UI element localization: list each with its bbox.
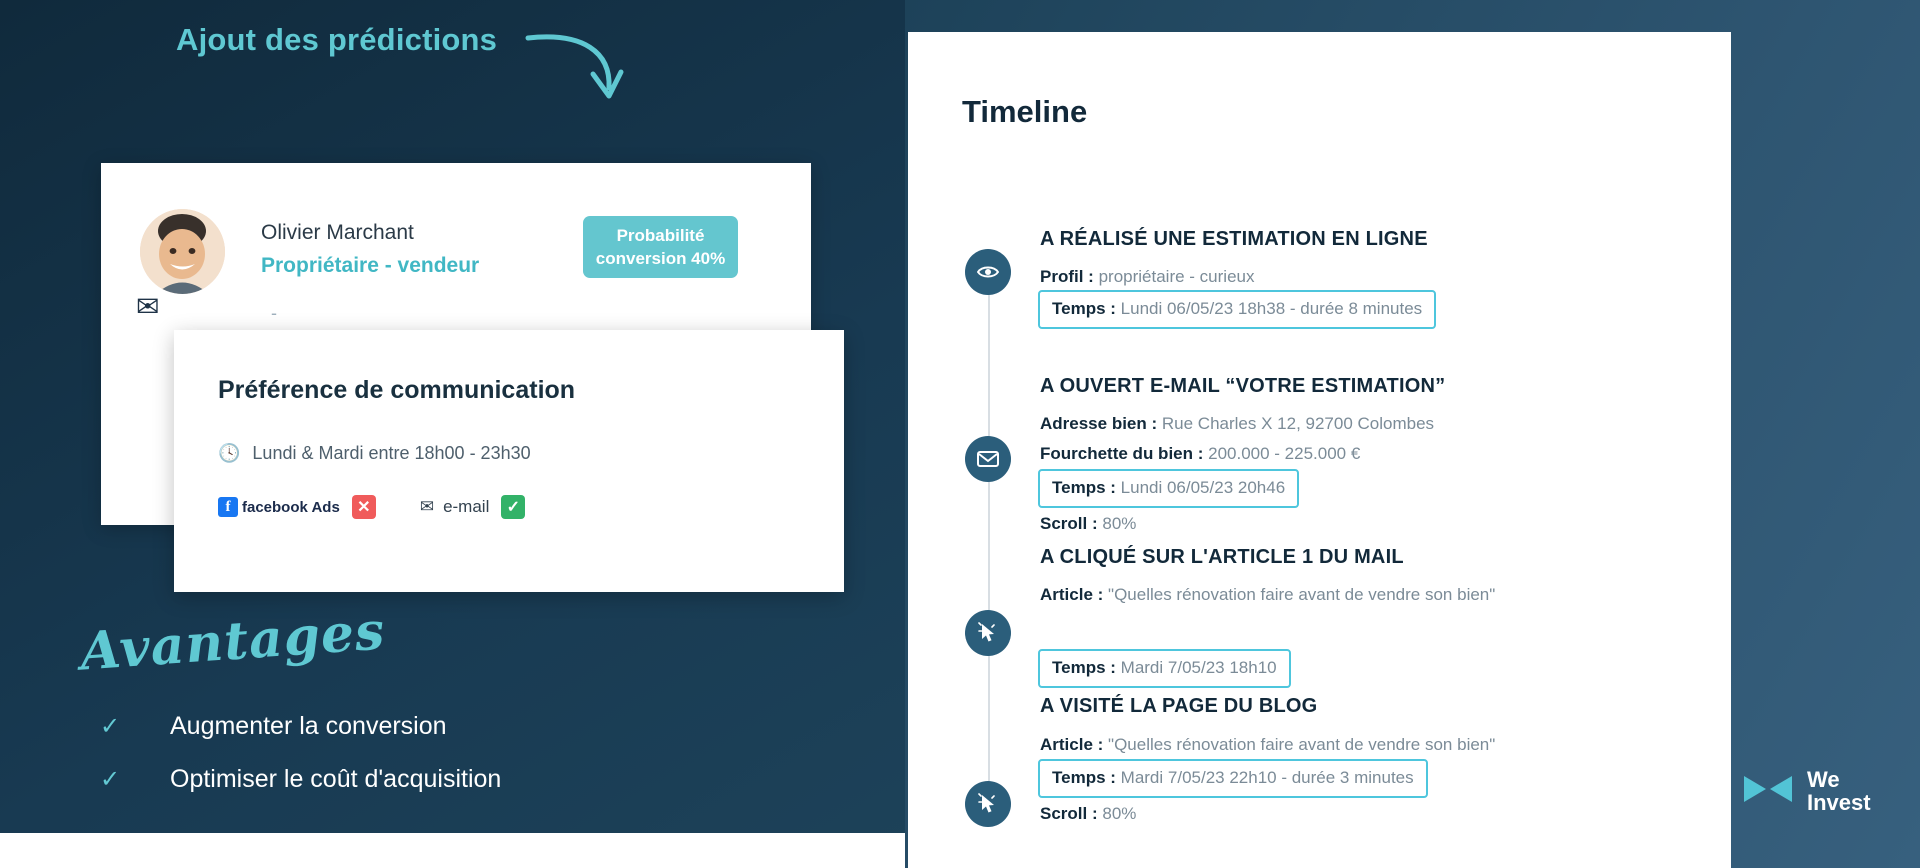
clock-icon: 🕓	[218, 443, 241, 463]
probability-badge	[583, 216, 738, 278]
page-title: Timeline	[962, 94, 1088, 129]
preference-title: Préférence de communication	[218, 376, 576, 404]
email-label-text: e-mail	[443, 497, 490, 516]
brand-logo	[1740, 768, 1871, 814]
detail-label: Adresse bien :	[1040, 414, 1158, 433]
eye-icon	[965, 249, 1011, 295]
event-detail	[1040, 444, 1360, 464]
list-item	[100, 712, 501, 741]
avantages-list	[100, 712, 501, 818]
profile-role: Propriétaire - vendeur	[261, 254, 480, 277]
facebook-ads-label: facebook Ads	[242, 498, 340, 516]
heading-label: Ajout des prédictions	[176, 22, 498, 57]
detail-value: 80%	[1102, 514, 1137, 533]
event-detail	[1040, 514, 1136, 534]
profile-name: Olivier Marchant	[261, 221, 414, 244]
preference-time-label: Lundi & Mardi entre 18h00 - 23h30	[252, 443, 531, 463]
status-badge	[1038, 759, 1428, 798]
avantage-label: Optimiser le coût d'acquisition	[170, 765, 502, 793]
curved-arrow-icon	[523, 30, 633, 113]
cursor-click-icon	[965, 781, 1011, 827]
preference-time-row	[218, 443, 531, 464]
logo-line-2: Invest	[1807, 790, 1871, 815]
highlight-value: Lundi 06/05/23 20h46	[1120, 478, 1286, 497]
status-badge	[1038, 649, 1291, 688]
avantages-title: Avantages	[78, 600, 388, 683]
highlight-value: Mardi 7/05/23 22h10 - durée 3 minutes	[1120, 768, 1414, 787]
detail-label: Scroll :	[1040, 514, 1098, 533]
avatar	[140, 209, 225, 294]
profile-faded-text: -	[271, 303, 277, 323]
check-icon: ✓	[501, 495, 525, 519]
cursor-click-icon	[965, 610, 1011, 656]
status-badge	[1038, 290, 1436, 329]
facebook-f-glyph: f	[218, 497, 238, 517]
event-detail	[1040, 804, 1136, 824]
event-heading: A VISITÉ LA PAGE DU BLOG	[1040, 695, 1318, 717]
facebook-ads-icon	[218, 497, 340, 517]
detail-label: Article :	[1040, 585, 1104, 604]
envelope-icon	[965, 436, 1011, 482]
badge-line-2: conversion 40%	[595, 249, 726, 268]
avantage-label: Augmenter la conversion	[170, 712, 447, 740]
infinity-icon	[1740, 772, 1796, 811]
timeline-panel	[908, 32, 1731, 868]
status-badge	[1038, 469, 1299, 508]
detail-label: Scroll :	[1040, 804, 1098, 823]
logo-text	[1807, 768, 1871, 814]
detail-label: Profil :	[1040, 267, 1094, 286]
list-item	[100, 765, 501, 794]
highlight-label: Temps :	[1052, 478, 1116, 497]
detail-value: propriétaire - curieux	[1098, 267, 1255, 286]
highlight-label: Temps :	[1052, 768, 1116, 787]
email-channel-label	[420, 497, 490, 517]
badge-line-1: Probabilité	[616, 226, 705, 245]
detail-value: 80%	[1102, 804, 1137, 823]
channel-email	[420, 495, 526, 519]
detail-label: Fourchette du bien :	[1040, 444, 1204, 463]
event-detail	[1040, 267, 1254, 287]
highlight-value: Lundi 06/05/23 18h38 - durée 8 minutes	[1120, 299, 1423, 318]
slide-heading	[176, 22, 633, 113]
check-icon: ✓	[100, 713, 121, 740]
check-icon: ✓	[100, 766, 121, 793]
event-detail	[1040, 585, 1495, 605]
event-detail	[1040, 735, 1495, 755]
event-heading: A RÉALISÉ UNE ESTIMATION EN LIGNE	[1040, 228, 1428, 250]
event-heading: A CLIQUÉ SUR L'ARTICLE 1 DU MAIL	[1040, 546, 1404, 568]
highlight-label: Temps :	[1052, 299, 1116, 318]
highlight-label: Temps :	[1052, 658, 1116, 677]
logo-line-1: We	[1807, 767, 1840, 792]
detail-value: "Quelles rénovation faire avant de vendre son bien"	[1108, 585, 1496, 604]
highlight-value: Mardi 7/05/23 18h10	[1120, 658, 1277, 677]
detail-value: 200.000 - 225.000 €	[1208, 444, 1361, 463]
timeline-connector	[988, 267, 990, 797]
envelope-icon: ✉	[136, 291, 160, 322]
detail-value: "Quelles rénovation faire avant de vendre son bien"	[1108, 735, 1496, 754]
event-heading: A OUVERT E-MAIL “VOTRE ESTIMATION”	[1040, 375, 1446, 397]
bottom-white-strip	[0, 833, 905, 868]
event-detail	[1040, 414, 1434, 434]
cross-icon: ✕	[352, 495, 376, 519]
detail-label: Article :	[1040, 735, 1104, 754]
detail-value: Rue Charles X 12, 92700 Colombes	[1161, 414, 1435, 433]
preference-channels	[218, 495, 569, 519]
email-icon: ✉	[419, 497, 435, 516]
channel-facebook-ads	[218, 495, 376, 519]
communication-preference-card	[174, 330, 844, 592]
